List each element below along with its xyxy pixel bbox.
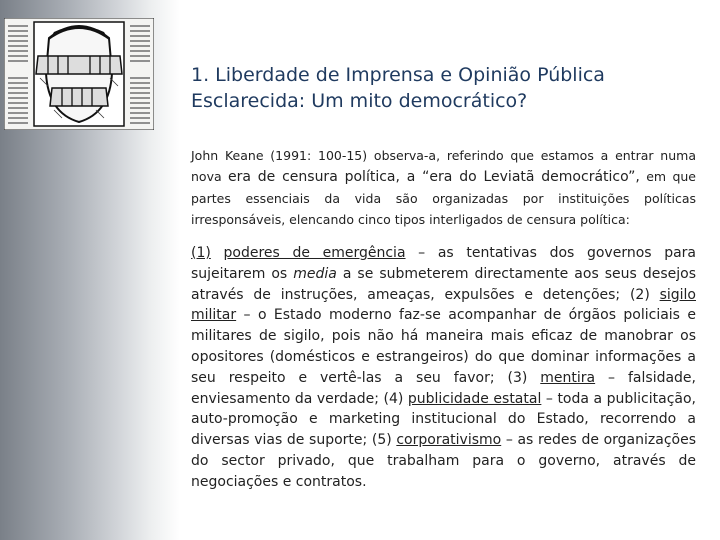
slide-title-line-1: 1. Liberdade de Imprensa e Opinião Pública <box>191 64 605 86</box>
item-number-1: (1) <box>191 245 211 261</box>
term-emergency-powers: poderes de emergência <box>223 245 406 261</box>
desc-military-secrecy: – o Estado moderno faz-se acompanhar de órgãos policiais e militares de sigilo, pois não há maneira mais eficaz de manobrar os opositores (domésticos e estrangeiros) do que dominar informações a seu respeito e vertê-las a seu favor; (3) <box>191 307 696 386</box>
term-military-secrecy: sigilo militar <box>191 286 696 324</box>
desc-state-publicity: – toda a publicitação, auto-promoção e marketing institucional do Estado, recorrendo a diversas vias de suporte; (5) <box>191 390 697 449</box>
term-corporatism: corporativismo <box>396 432 502 449</box>
slide-title <box>191 62 691 114</box>
censored-man-illustration <box>4 18 154 130</box>
term-state-publicity: publicidade estatal <box>407 390 542 407</box>
side-band-fade <box>150 0 180 540</box>
intro-author: John Keane <box>191 148 264 163</box>
intro-citation: (1991: 100-15) observa-a, referindo que estamos a entrar numa nova <box>191 148 696 184</box>
term-lying: mentira <box>540 369 596 386</box>
desc-lying: – falsidade, enviesamento da verdade; (4) <box>191 369 696 407</box>
desc-corporatism: – as redes de organizações do sector privado, que trabalham para o governo, através de negociações e contratos. <box>191 432 696 490</box>
term-media: media <box>293 265 337 282</box>
censorship-types-paragraph <box>191 243 696 493</box>
intro-era-phrase: era de censura política, a “era do Leviatã democrático”, <box>227 169 640 185</box>
desc-emergency-powers-b: a se submeterem directamente aos seus desejos através de instruções, ameaças, expulsões e detenções; (2) <box>191 265 696 303</box>
intro-rest: em que partes essenciais da vida são organizadas por instituições políticas irresponsáveis, elencando cinco tipos interligados de censura política: <box>191 169 696 227</box>
slide-title-line-2: Esclarecida: Um mito democrático? <box>191 90 528 112</box>
intro-paragraph <box>191 145 696 230</box>
desc-emergency-powers-a: – as tentativas dos governos para sujeitarem os <box>191 245 697 282</box>
